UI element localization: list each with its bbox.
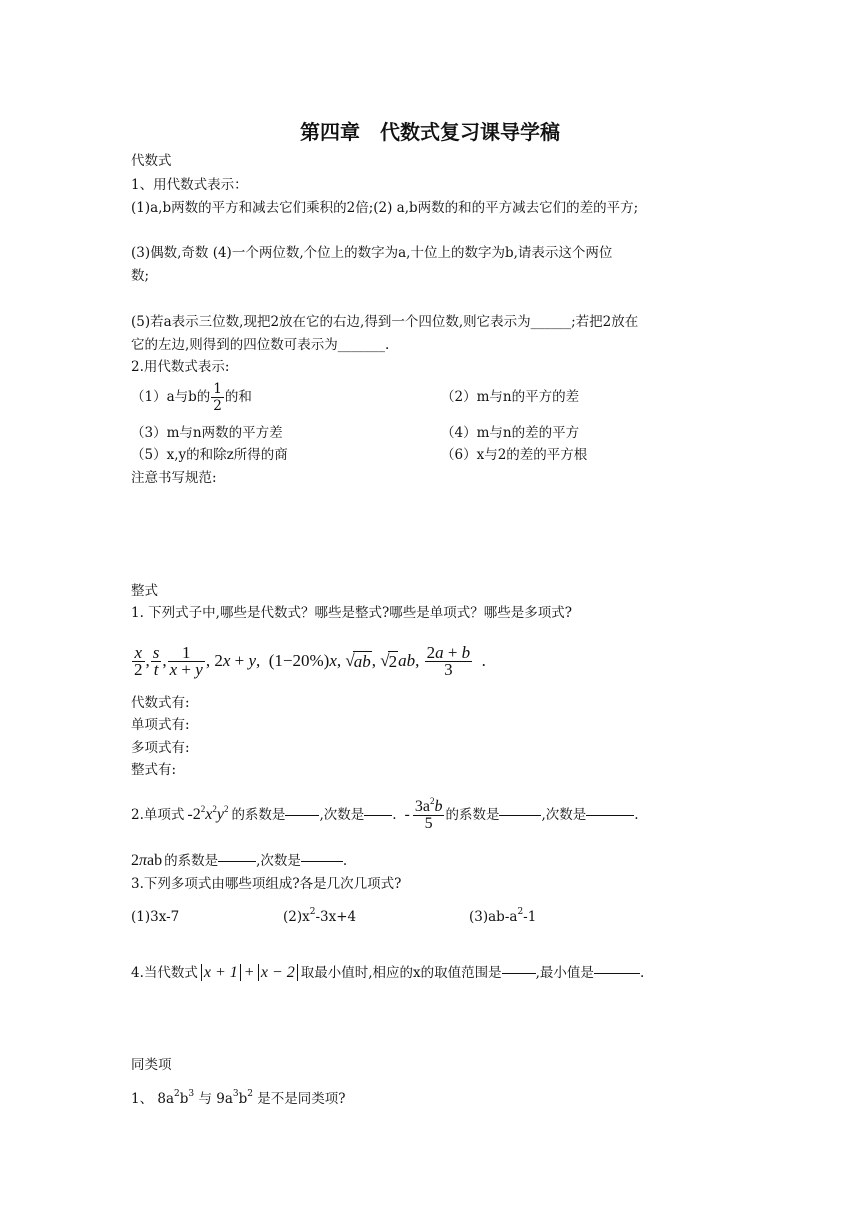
section-heading-like-terms: 同类项 xyxy=(131,1057,172,1073)
question-line-coefficient: 2.单项式 $-2^2x^2y^2$ 的系数是 ,次数是 . - $\frac{3a^2b}{5}$ 的系数是 ,次数是 . xyxy=(131,795,639,832)
question-line: 它的左边,则得到的四位数可表示为_______. xyxy=(131,337,390,353)
question-line: (1)a,b两数的平方和减去它们乘积的2倍;(2) a,b两数的和的平方减去它们的差的平方; xyxy=(131,200,639,216)
question-line: 1. 下列式子中,哪些是代数式？哪些是整式?哪些是单项式？哪些是多项式? xyxy=(131,605,572,621)
expression-item xyxy=(131,379,252,415)
question-line-like-terms: 1、 $8a^2b^3$ 与 $9a^3b^2$ 是不是同类项? xyxy=(131,1089,346,1107)
question-line: 数; xyxy=(131,268,150,284)
expression-item: （6）x与2的差的平方根 xyxy=(441,447,588,463)
expression-list: $\frac{x}{2}$ , $\frac{s}{t}$ , $\frac{1}{x + y}$ , 2x + y , (1−20%) x , √ ab , √ 2 ab , $\frac{2a + b}{3}$ . xyxy=(134,642,486,679)
item-text: 的和 xyxy=(224,389,252,405)
question-line-absolute-value: 4.当代数式 x + 1 + x − 2 取最小值时,相应的x的取值范围是 ,最小值是 . xyxy=(131,964,645,981)
page-title: 第四章 代数式复习课导学稿 xyxy=(300,120,560,144)
answer-label: 代数式有: xyxy=(131,695,190,711)
question-line: (5)若a表示三位数,现把2放在它的右边,得到一个四位数,则它表示为______;若把2放在 xyxy=(131,314,639,330)
answer-label: 单项式有: xyxy=(131,717,190,733)
section-heading-algebraic-expression: 代数式 xyxy=(131,153,172,169)
expression-item: （3）m与n两数的平方差 xyxy=(131,425,283,441)
answer-label: 整式有: xyxy=(131,762,177,778)
item-text: （1）a与b的 xyxy=(131,389,211,405)
polynomial-item: $(3)ab-a^2-1$ xyxy=(469,907,537,925)
polynomial-item: $(2)x^2-3x+4$ xyxy=(283,907,357,925)
note-label: 注意书写规范: xyxy=(131,470,217,486)
section-heading-polynomial: 整式 xyxy=(131,583,158,599)
question-label: 1、用代数式表示： xyxy=(131,177,248,193)
question-line-coefficient: 2πab 的系数是 ,次数是 . xyxy=(131,852,348,869)
fraction-one-half: $\frac{1}{2}$ xyxy=(213,380,222,414)
expression-item: （5）x,y的和除z所得的商 xyxy=(131,447,288,463)
answer-label: 多项式有: xyxy=(131,740,190,756)
question-line: (3)偶数,奇数 (4)一个两位数,个位上的数字为a,十位上的数字为b,请表示这个两位 xyxy=(131,245,613,261)
expression-item: （4）m与n的差的平方 xyxy=(441,425,580,441)
polynomial-item: (1)3x-7 xyxy=(131,909,180,925)
question-line: 3.下列多项式由哪些项组成?各是几次几项式? xyxy=(131,876,402,892)
expression-item: （2）m与n的平方的差 xyxy=(441,389,580,405)
question-label: 2.用代数式表示: xyxy=(131,359,230,375)
